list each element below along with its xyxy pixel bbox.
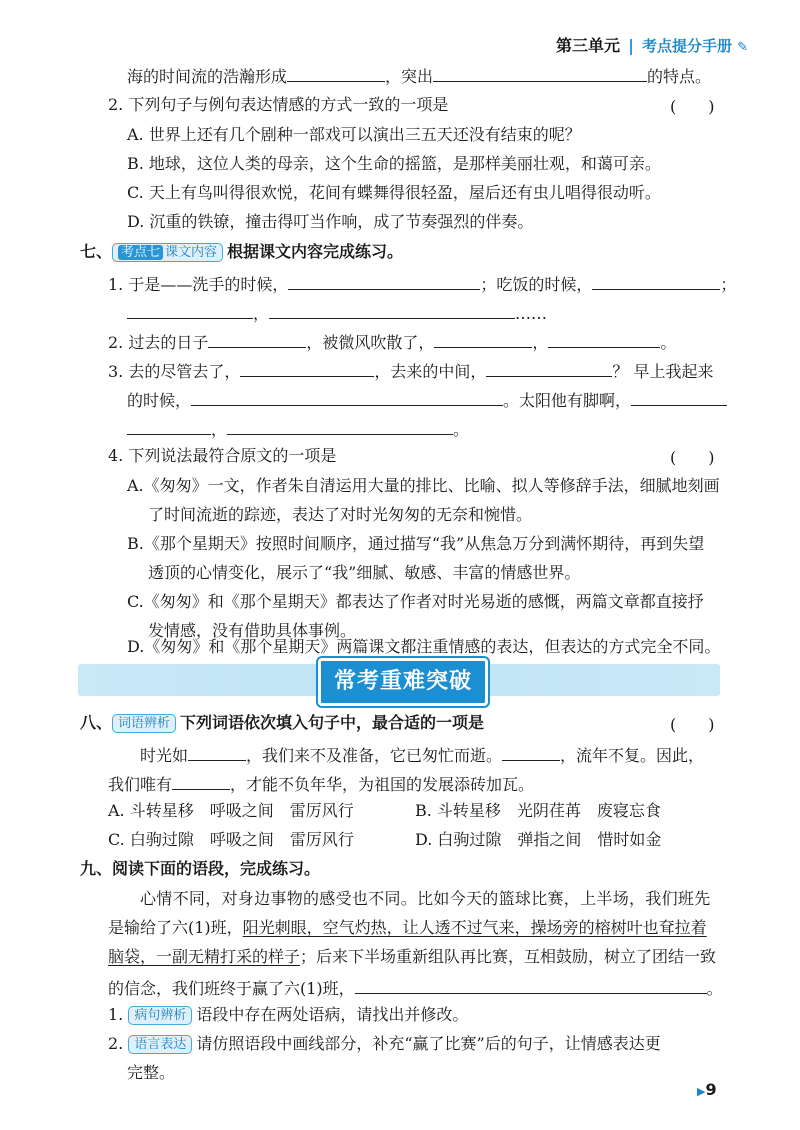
sec7-q1-line2: ， …… [127,300,547,325]
sec8-option-b: B. 斗转星移 光阴荏苒 废寝忘食 [415,801,661,820]
sec7-q3-line1: 3. 去的尽管去了， ，去来的中间， ？ 早上我起来 [108,358,713,383]
sec8-option-d: D. 白驹过隙 弹指之间 惜时如金 [415,830,662,849]
section-8-heading: 八、 词语辨析 下列词语依次填入句子中，最合适的一项是 [80,713,485,732]
sec7-q4-d: D.《匆匆》和《那个星期天》两篇课文都注重情感的表达，但表达的方式完全不同。 [127,637,721,656]
answer-blank[interactable] [240,358,374,377]
sec9-q2-line1: 2. 语言表达 请仿照语段中画线部分，补充“赢了比赛”后的句子，让情感表达更 [108,1034,661,1053]
option-b: B. 地球，这位人类的母亲，这个生命的摇篮，是那样美丽壮观，和蔼可亲。 [127,154,661,173]
sec9-q2-line2: 完整。 [127,1063,176,1082]
question-stem: 2. 下列句子与例句表达情感的方式一致的一项是 [108,95,449,114]
sec7-q2: 2. 过去的日子 ，被微风吹散了， ， 。 [108,329,676,354]
section-tag: 考点七 课文内容 [112,243,223,262]
answer-blank[interactable] [208,329,306,348]
answer-blank[interactable] [172,771,230,790]
triangle-icon: ▶ [697,1085,706,1098]
page-header [556,33,748,56]
prev-question-continuation: 海的时间流的浩瀚形成 ，突出 的特点。 [127,63,711,88]
sec7-q4-c2: 发情感，没有借助具体事例。 [148,621,357,640]
answer-blank[interactable] [502,742,560,761]
sec9-q1: 1. 病句辨析 语段中存在两处语病，请找出并修改。 [108,1005,469,1024]
header-divider: | [628,36,634,55]
sec7-q4-a2: 了时间流逝的踪迹，表达了对时光匆匆的无奈和惋惜。 [148,505,533,524]
section-9-heading: 九、阅读下面的语段，完成练习。 [80,859,321,878]
answer-paren[interactable]: ( ) [670,97,715,116]
answer-blank[interactable] [355,975,707,994]
answer-blank[interactable] [227,416,453,435]
answer-blank[interactable] [287,63,385,82]
passage-line3: 脑袋，一副无精打采的样子；后来下半场重新组队再比赛，互相鼓励，树立了团结一致 [108,947,717,966]
underlined-passage: 阳光刺眼，空气灼热，让人透不过气来，操场旁的榕树叶也耷拉着 [242,918,707,937]
sec8-line1: 时光如 ，我们来不及准备，它已匆忙而逝。 ，流年不复。因此， [140,742,704,767]
answer-blank[interactable] [486,358,612,377]
answer-blank[interactable] [592,271,720,290]
sec7-q3-line2: 的时候， 。太阳他有脚啊， [127,387,727,412]
banner-title: 常考重难突破 [318,658,488,706]
option-d: D. 沉重的铁镣，撞击得叮当作响，成了节奏强烈的伴奏。 [127,212,534,231]
answer-blank[interactable] [288,271,480,290]
sec8-option-c: C. 白驹过隙 呼吸之间 雷厉风行 [108,830,354,849]
page-number: ▶9 [697,1080,717,1099]
passage-line2: 是输给了六(1)班，阳光刺眼，空气灼热，让人透不过气来，操场旁的榕树叶也耷拉着 [108,918,707,937]
answer-blank[interactable] [269,300,515,319]
answer-blank[interactable] [548,329,660,348]
sec8-option-a: A. 斗转星移 呼吸之间 雷厉风行 [108,801,354,820]
answer-blank[interactable] [434,329,532,348]
answer-blank[interactable] [127,416,211,435]
answer-paren[interactable]: ( ) [670,715,715,734]
sec7-q4-b1: B.《那个星期天》按照时间顺序，通过描写“我”从焦急万分到满怀期待，再到失望 [127,534,705,553]
option-a: A. 世界上还有几个剧种一部戏可以演出三五天还没有结束的呢？ [127,125,581,144]
sec8-line2: 我们唯有 ，才能不负年华，为祖国的发展添砖加瓦。 [108,771,534,796]
sec7-q3-line3: ， 。 [127,416,469,441]
underlined-passage: 脑袋，一副无精打采的样子 [108,947,301,966]
sec7-q1-line1: 1. 于是——洗手的时候， ；吃饭的时候， ； [108,271,736,296]
question-tag: 语言表达 [128,1035,192,1054]
passage-line4: 的信念，我们班终于赢了六(1)班， 。 [108,975,723,1000]
answer-blank[interactable] [433,63,647,82]
answer-blank[interactable] [127,300,253,319]
passage-line1: 心情不同，对身边事物的感受也不同。比如今天的篮球比赛，上半场，我们班先 [140,889,711,908]
section-tag: 词语辨析 [112,714,176,733]
answer-paren[interactable]: ( ) [670,448,715,467]
sec7-q4-a1: A.《匆匆》一文，作者朱自清运用大量的排比、比喻、拟人等修辞手法，细腻地刻画 [127,476,720,495]
pen-icon: ✎ [737,40,749,55]
answer-blank[interactable] [188,742,246,761]
book-title: 考点提分手册 [642,37,733,55]
sec7-q4-b2: 透顶的心情变化，展示了“我”细腻、敏感、丰富的情感世界。 [148,563,581,582]
question-tag: 病句辨析 [128,1006,192,1025]
section-7-heading: 七、 考点七 课文内容 根据课文内容完成练习。 [80,242,404,261]
sec7-q4-stem: 4. 下列说法最符合原文的一项是 [108,446,337,465]
answer-blank[interactable] [191,387,503,406]
option-c: C. 天上有鸟叫得很欢悦，花间有蝶舞得很轻盈，屋后还有虫儿唱得很动听。 [127,183,661,202]
answer-blank[interactable] [631,387,727,406]
sec7-q4-c1: C.《匆匆》和《那个星期天》都表达了作者对时光易逝的感慨，两篇文章都直接抒 [127,592,704,611]
unit-title: 第三单元 [556,36,621,55]
